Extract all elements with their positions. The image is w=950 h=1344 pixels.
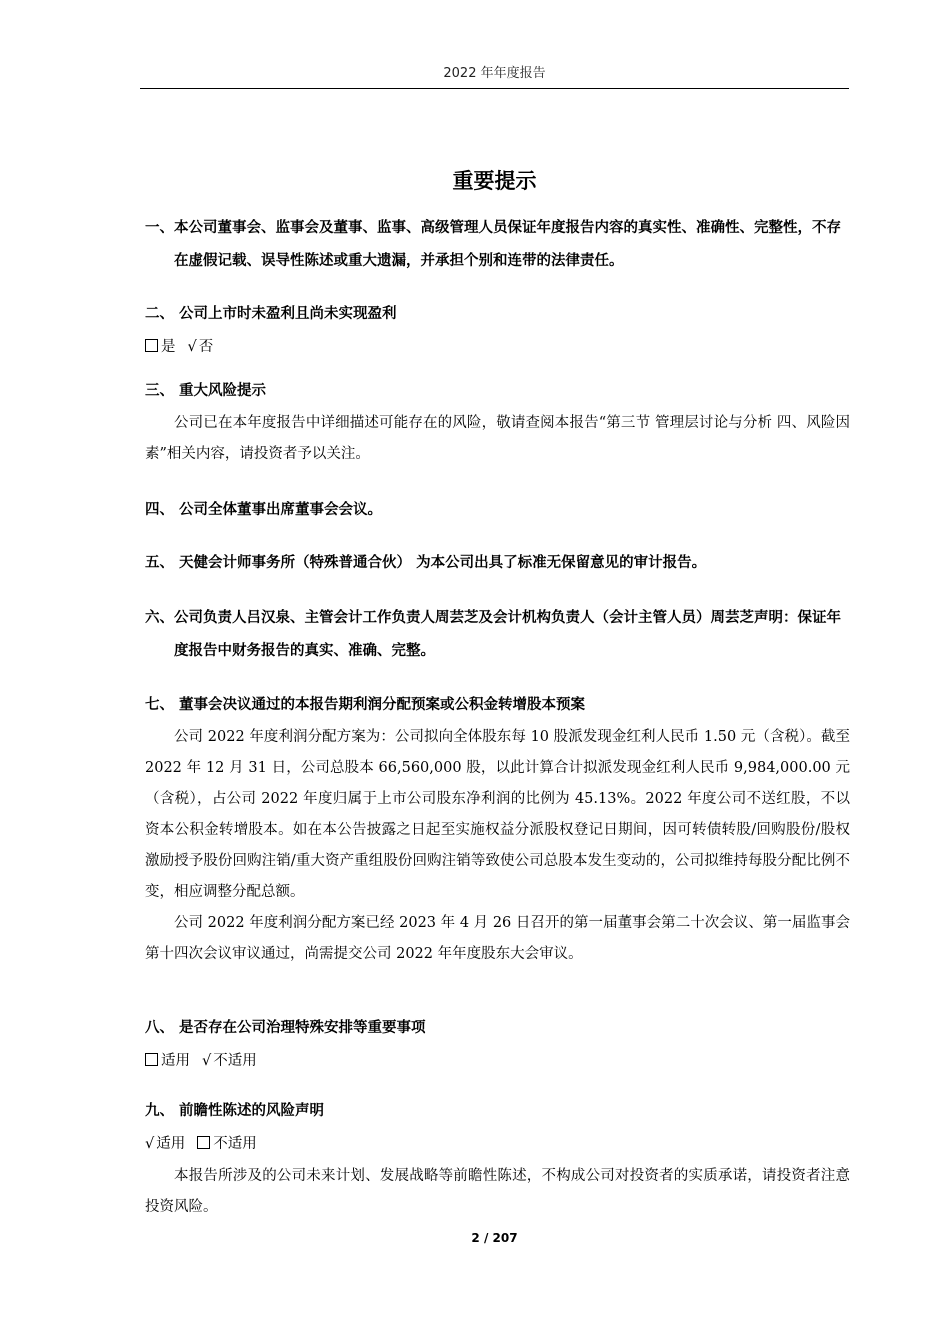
section-1	[145, 212, 850, 278]
section-3-heading: 三、 重大风险提示	[145, 383, 267, 399]
section-3	[145, 375, 850, 470]
section-4-heading: 四、 公司全体董事出席董事会会议。	[145, 502, 383, 518]
unchecked-box-icon	[145, 1053, 158, 1066]
section-9-paragraph: 本报告所涉及的公司未来计划、发展战略等前瞻性陈述，不构成公司对投资者的实质承诺，请投资者注意投资风险。	[145, 1168, 850, 1215]
section-1-text: 一、本公司董事会、监事会及董事、监事、高级管理人员保证年度报告内容的真实性、准确性、完整性，不存在虚假记载、误导性陈述或重大遗漏，并承担个别和连带的法律责任。	[145, 220, 841, 269]
unchecked-box-icon	[145, 339, 158, 352]
section-8	[145, 1012, 850, 1078]
section-2-options	[145, 331, 850, 364]
option-not-applicable-label: 不适用	[213, 1053, 257, 1069]
section-7-heading: 七、 董事会决议通过的本报告期利润分配预案或公积金转增股本预案	[145, 697, 586, 713]
option-yes-label: 是	[161, 339, 176, 355]
section-2	[145, 298, 850, 364]
section-9	[145, 1095, 850, 1223]
section-5-heading: 五、 天健会计师事务所（特殊普通合伙） 为本公司出具了标准无保留意见的审计报告。	[145, 555, 707, 571]
section-7	[145, 689, 850, 970]
option-applicable-label: 适用	[161, 1053, 190, 1069]
section-3-paragraph: 公司已在本年度报告中详细描述可能存在的风险，敬请查阅本报告“第三节 管理层讨论与分析 四、风险因素”相关内容，请投资者予以关注。	[145, 415, 850, 462]
section-8-heading: 八、 是否存在公司治理特殊安排等重要事项	[145, 1020, 426, 1036]
page-number: 2 / 207	[471, 1231, 518, 1245]
check-mark-icon: √	[187, 339, 197, 355]
option-no-label: 否	[198, 339, 214, 355]
option-not-applicable-label: 不适用	[213, 1136, 257, 1152]
section-6-text: 六、公司负责人吕汉泉、主管会计工作负责人周芸芝及会计机构负责人（会计主管人员）周芸芝声明：保证年度报告中财务报告的真实、准确、完整。	[145, 610, 841, 659]
section-9-heading: 九、 前瞻性陈述的风险声明	[145, 1103, 325, 1119]
header-divider	[140, 88, 849, 89]
page-title: 重要提示	[452, 169, 537, 193]
section-9-options	[145, 1128, 850, 1161]
check-mark-icon: √	[202, 1053, 212, 1069]
running-header: 2022 年年度报告	[443, 66, 546, 81]
section-2-heading: 二、 公司上市时未盈利且尚未实现盈利	[145, 306, 397, 322]
unchecked-box-icon	[197, 1136, 210, 1149]
section-5	[145, 547, 850, 580]
section-7-paragraph-1: 公司 2022 年度利润分配方案为：公司拟向全体股东每 10 股派发现金红利人民币 1.50 元（含税）。截至 2022 年 12 月 31 日，公司总股本 66,560,000 股，以此计算合计拟派发现金红利人民币 9,984,000.00 元（含税），占公司 2022 年度归属于上市公司股东净利润的比例为 45.13%。2022 年度公司不送红股，不以资本公积金转增股本。如在本公告披露之日起至实施权益分派股权登记日期间，因可转债转股/回购股份/股权激励授予股份回购注销/重大资产重组股份回购注销等致使公司总股本发生变动的，公司拟维持每股分配比例不变，相应调整分配总额。	[145, 729, 850, 900]
section-6	[145, 602, 850, 668]
section-7-paragraph-2: 公司 2022 年度利润分配方案已经 2023 年 4 月 26 日召开的第一届董事会第二十次会议、第一届监事会第十四次会议审议通过，尚需提交公司 2022 年年度股东大会审议。	[145, 915, 850, 962]
section-8-options	[145, 1045, 850, 1078]
check-mark-icon: √	[145, 1136, 155, 1152]
section-4	[145, 494, 850, 527]
option-applicable-label: 适用	[156, 1136, 186, 1152]
